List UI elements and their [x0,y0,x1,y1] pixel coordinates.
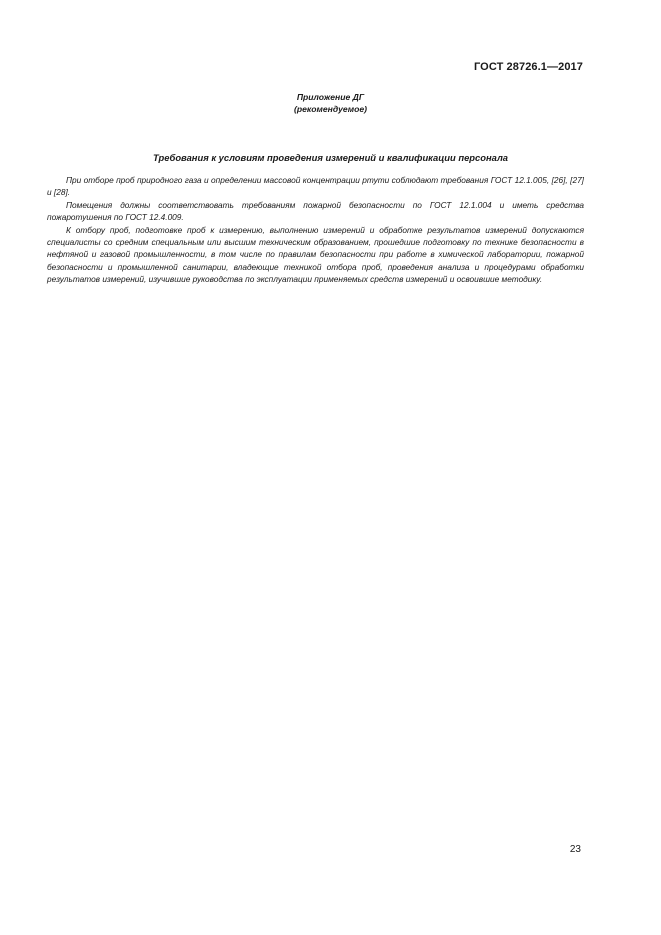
page-number: 23 [569,844,581,855]
paragraph: При отборе проб природного газа и определении массовой концентрации ртути соблюдают требования ГОСТ 12.1.005, [26], [27] и [28]. [47,175,584,198]
body-text [47,174,584,286]
section-title: Требования к условиям проведения измерений и квалификации персонала [152,152,509,163]
appendix-status: (рекомендуемое) [294,104,367,114]
paragraph: К отбору проб, подготовке проб к измерению, выполнению измерений и обработке результатов измерений допускаются специалисты со средним специальным или высшим техническим образованием, прошедшие подготовку по технике безопасности в нефтяной и газовой промышленности, в том числе по правилам безопасности при работе в химической лаборатории, пожарной безопасности и промышленной санитарии, владеющие техникой отбора проб, проведения анализа и процедурами обработки результатов измерений, изучившие руководства по эксплуатации применяемых средств измерений и освоившие методику. [47,224,584,285]
paragraph: Помещения должны соответствовать требованиям пожарной безопасности по ГОСТ 12.1.004 и иметь средства пожаротушения по ГОСТ 12.4.009. [47,199,584,223]
appendix-heading [0,91,661,115]
appendix-title: Приложение ДГ [296,92,365,102]
document-code: ГОСТ 28726.1—2017 [473,61,583,73]
